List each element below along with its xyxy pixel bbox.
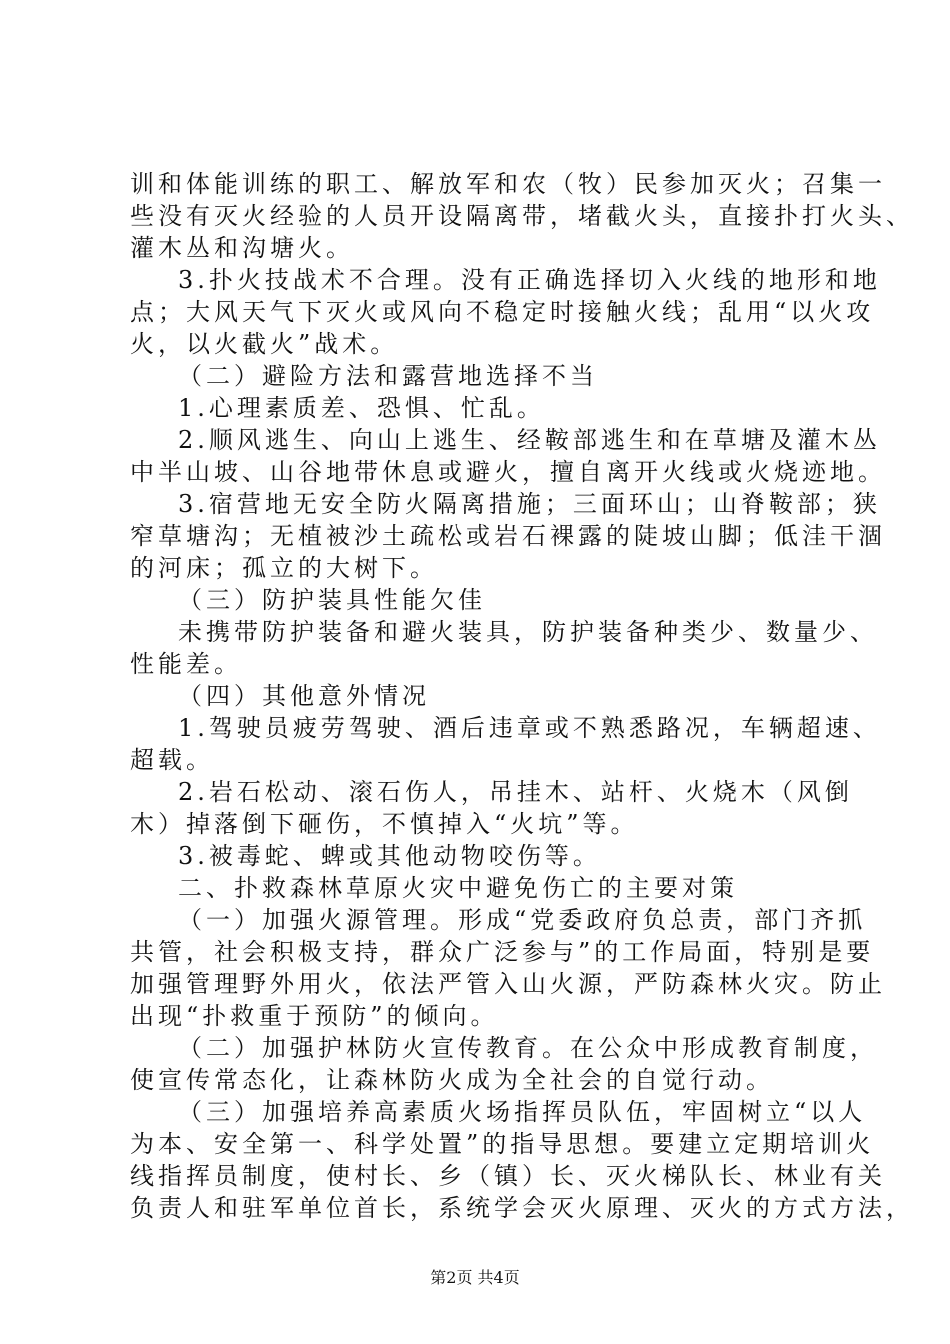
text-line: 二、扑救森林草原火灾中避免伤亡的主要对策 xyxy=(178,874,738,902)
text-line: 使宣传常态化，让森林防火成为全社会的自觉行动。 xyxy=(130,1066,774,1094)
text-line: 1.驾驶员疲劳驾驶、酒后违章或不熟悉路况，车辆超速、 xyxy=(178,714,881,742)
text-line: （四）其他意外情况 xyxy=(178,682,430,710)
text-line: 火，以火截火”战术。 xyxy=(130,330,399,358)
text-line: 加强管理野外用火，依法严管入山火源，严防森林火灾。防止 xyxy=(130,970,886,998)
text-line: 的河床；孤立的大树下。 xyxy=(130,554,438,582)
text-line: （三）加强培养高素质火场指挥员队伍，牢固树立“以人 xyxy=(178,1098,867,1126)
text-line: 些没有灭火经验的人员开设隔离带，堵截火头，直接扑打火头、 xyxy=(130,202,914,230)
document-body xyxy=(130,168,914,1224)
text-line: 灌木丛和沟塘火。 xyxy=(130,234,354,262)
text-line: 训和体能训练的职工、解放军和农（牧）民参加灭火；召集一 xyxy=(130,170,886,198)
text-line: 为本、安全第一、科学处置”的指导思想。要建立定期培训火 xyxy=(130,1130,875,1158)
text-line: 窄草塘沟；无植被沙土疏松或岩石裸露的陡坡山脚；低洼干涸 xyxy=(130,522,886,550)
text-line: 3.宿营地无安全防火隔离措施；三面环山；山脊鞍部；狭 xyxy=(178,490,881,518)
text-line: （二）加强护林防火宣传教育。在公众中形成教育制度， xyxy=(178,1034,878,1062)
text-line: 性能差。 xyxy=(130,650,242,678)
text-line: 1.心理素质差、恐惧、忙乱。 xyxy=(178,394,545,422)
text-line: 木）掉落倒下砸伤，不慎掉入“火坑”等。 xyxy=(130,810,639,838)
text-line: 未携带防护装备和避火装具，防护装备种类少、数量少、 xyxy=(178,618,878,646)
text-line: 共管，社会积极支持，群众广泛参与”的工作局面，特别是要 xyxy=(130,938,875,966)
text-line: 线指挥员制度，使村长、乡（镇）长、灭火梯队长、林业有关 xyxy=(130,1162,886,1190)
text-line: 2.岩石松动、滚石伤人，吊挂木、站杆、火烧木（风倒 xyxy=(178,778,853,806)
text-line: （二）避险方法和露营地选择不当 xyxy=(178,362,598,390)
text-line: 3.被毒蛇、蜱或其他动物咬伤等。 xyxy=(178,842,601,870)
text-line: 3.扑火技战术不合理。没有正确选择切入火线的地形和地 xyxy=(178,266,881,294)
text-line: （一）加强火源管理。形成“党委政府负总责，部门齐抓 xyxy=(178,906,867,934)
text-line: 超载。 xyxy=(130,746,214,774)
text-line: 2.顺风逃生、向山上逃生、经鞍部逃生和在草塘及灌木丛 xyxy=(178,426,881,454)
text-line: 负责人和驻军单位首长，系统学会灭火原理、灭火的方式方法， xyxy=(130,1194,914,1222)
text-line: 中半山坡、山谷地带休息或避火，擅自离开火线或火烧迹地。 xyxy=(130,458,886,486)
text-line: 出现“扑救重于预防”的倾向。 xyxy=(130,1002,499,1030)
text-line: 点；大风天气下灭火或风向不稳定时接触火线；乱用“以火攻 xyxy=(130,298,875,326)
text-line: （三）防护装具性能欠佳 xyxy=(178,586,486,614)
page-footer: 第2页 共4页 xyxy=(430,1268,520,1287)
